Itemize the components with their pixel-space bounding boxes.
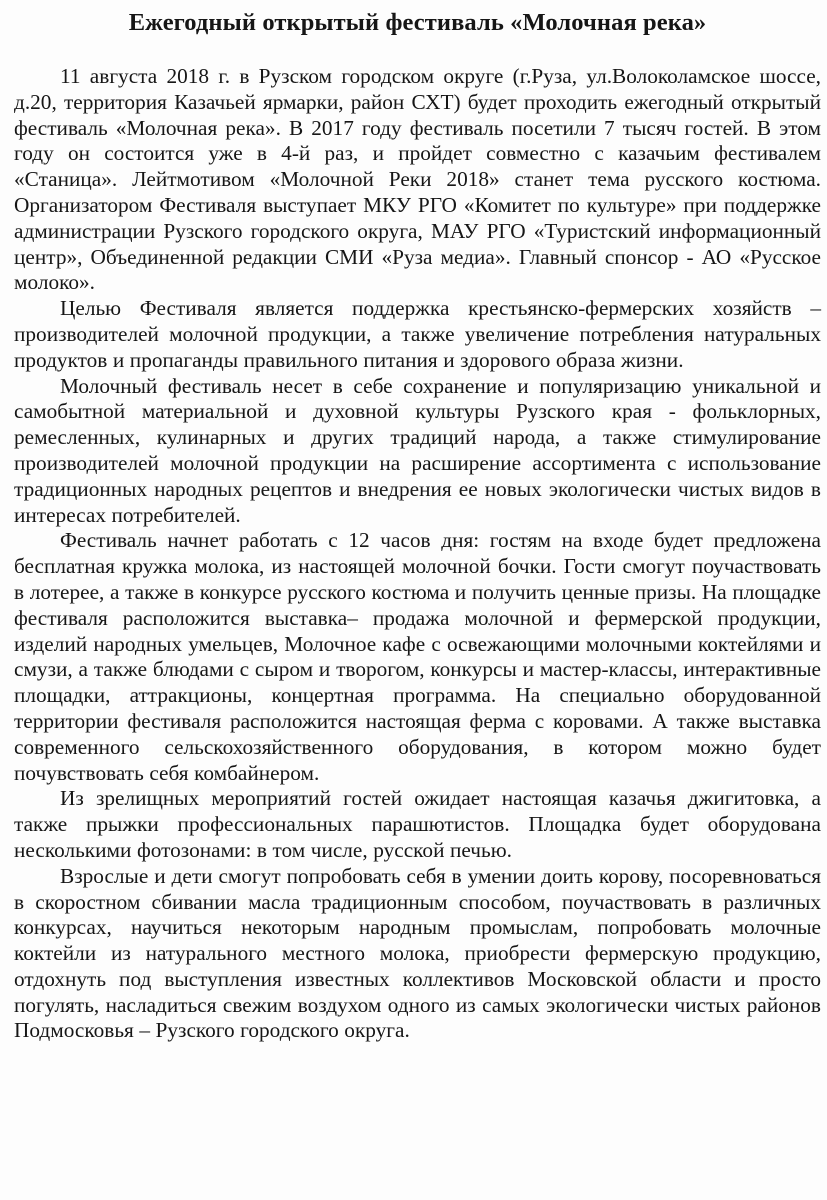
paragraph-cultural-heritage: Молочный фестиваль несет в себе сохранение и популяризацию уникальной и самобытной материальной и духовной культуры Рузского края - фольклорных, ремесленных, кулинарных и других традиций народа, а также стимулирование производителей молочной продукции на расширение ассортимента с использование традиционных народных рецептов и внедрения ее новых экологически чистых видов в интересах потребителей. bbox=[14, 373, 821, 527]
document-title: Ежегодный открытый фестиваль «Молочная река» bbox=[128, 9, 707, 36]
paragraph-program: Фестиваль начнет работать с 12 часов дня: гостям на входе будет предложена бесплатная кружка молока, из настоящей молочной бочки. Гости смогут поучаствовать в лотерее, а также в конкурсе русского костюма и получить ценные призы. На площадке фестиваля расположится выставка– продажа молочной и фермерской продукции, изделий народных умельцев, Молочное кафе с освежающими молочными коктейлями и смузи, а также блюдами с сыром и творогом, конкурсы и мастер-классы, интерактивные площадки, аттракционы, концертная программа. На специально оборудованной территории фестиваля расположится настоящая ферма с коровами. А также выставка современного сельскохозяйственного оборудования, в котором можно будет почувствовать себя комбайнером. bbox=[14, 528, 821, 785]
paragraph-activities: Взрослые и дети смогут попробовать себя в умении доить корову, посоревноваться в скоростном сбивании масла традиционным способом, поучаствовать в различных конкурсах, научиться некоторым народным промыслам, попробовать молочные коктейли из натурального местного молока, приобрести фермерскую продукцию, отдохнуть под выступления известных коллективов Московской области и просто погулять, насладиться свежим воздухом одного из самых экологически чистых районов Подмосковья – Рузского городского округа. bbox=[14, 863, 821, 1043]
paragraph-festival-goal: Целью Фестиваля является поддержка крестьянско-фермерских хозяйств – производителей молочной продукции, а также увеличение потребления натуральных продуктов и пропаганды правильного питания и здорового образа жизни. bbox=[14, 296, 821, 372]
paragraph-entertainment: Из зрелищных мероприятий гостей ожидает настоящая казачья джигитовка, а также прыжки профессиональных парашютистов. Площадка будет оборудована несколькими фотозонами: в том числе, русской печью. bbox=[14, 786, 821, 862]
paragraph-event-announcement: 11 августа 2018 г. в Рузском городском округе (г.Руза, ул.Волоколамское шоссе, д.20, территория Казачьей ярмарки, район СХТ) будет проходить ежегодный открытый фестиваль «Молочная река». В 2017 году фестиваль посетили 7 тысяч гостей. В этом году он состоится уже в 4-й раз, и пройдет совместно с казачьим фестивалем «Станица». Лейтмотивом «Молочной Реки 2018» станет тема русского костюма. Организатором Фестиваля выступает МКУ РГО «Комитет по культуре» при поддержке администрации Рузского городского округа, МАУ РГО «Туристский информационный центр», Объединенной редакции СМИ «Руза медиа». Главный спонсор - АО «Русское молоко». bbox=[14, 64, 821, 295]
